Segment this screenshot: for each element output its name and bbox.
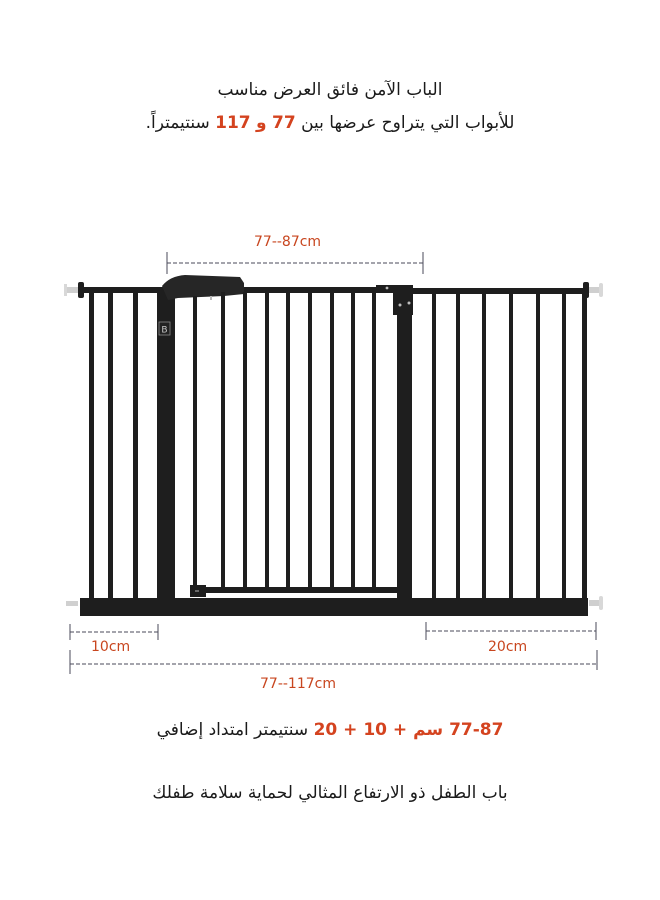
latch-post	[157, 290, 175, 600]
conjunction: و	[256, 113, 267, 133]
right-extension-label: 20cm	[488, 639, 528, 655]
pressure-knob-top-right	[589, 287, 599, 293]
pressure-knob-bottom-left	[66, 601, 78, 606]
hinge-post	[397, 290, 412, 600]
latch-handle	[162, 275, 244, 300]
svg-text:B: B	[161, 325, 168, 336]
heading-line-1: الباب الآمن فائق العرض مناسب	[217, 80, 443, 100]
left-extension-label: 10cm	[91, 639, 131, 655]
pressure-knob-bottom-right	[589, 600, 599, 606]
spec-highlight: 77-87 سم + 10 + 20	[313, 720, 504, 740]
door-width-label: 77--87cm	[254, 234, 322, 250]
min-width-value: 77	[272, 113, 296, 133]
heading-line-2-prefix: للأبواب التي يتراوح عرضها بين	[301, 113, 515, 133]
max-width-value: 117	[215, 113, 251, 133]
spec-line	[0, 720, 660, 740]
heading-line-2-suffix: سنتيمتراً.	[145, 113, 210, 133]
gate-frame	[64, 275, 603, 616]
pressure-knob-top-left	[66, 287, 78, 293]
tagline: باب الطفل ذو الارتفاع المثالي لحماية سلامة طفلك	[152, 783, 508, 803]
spec-text: سنتيمتر امتداد إضافي	[156, 720, 309, 740]
total-width-label: 77--117cm	[260, 676, 336, 692]
